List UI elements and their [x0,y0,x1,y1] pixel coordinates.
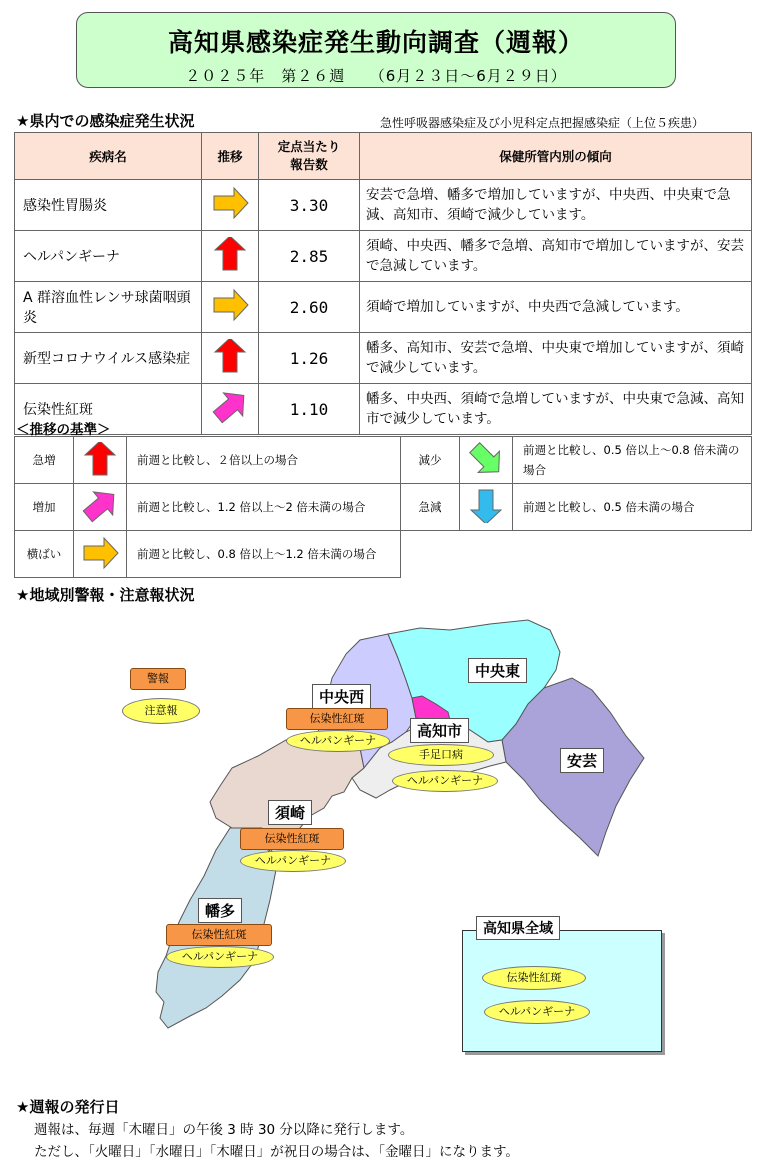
disease-row [15,384,752,435]
hata-warning: 伝染性紅斑 [166,924,272,946]
region-label-kochi-city: 高知市 [410,718,469,743]
kochi-city-caution: ヘルパンギーナ [392,770,498,792]
report-title-box [76,12,676,88]
susaki-caution: ヘルパンギーナ [240,850,346,872]
report-value: 3.30 [259,180,360,231]
disease-name: 新型コロナウイルス感染症 [15,333,202,384]
footer-line2: ただし、「火曜日」「水曜日」「木曜日」が祝日の場合は、「金曜日」になります。 [34,1144,519,1160]
chuo-nishi-caution: ヘルパンギーナ [286,730,390,752]
legend-warning: 警報 [130,668,186,690]
criteria-table [14,436,752,578]
report-value: 2.85 [259,231,360,282]
region-label-whole: 高知県全域 [476,916,560,940]
hata-caution: ヘルパンギーナ [166,946,274,968]
disease-row [15,282,752,333]
header-trend: 推移 [202,133,259,180]
susaki-warning: 伝染性紅斑 [240,828,344,850]
criteria-row [15,437,752,484]
region-label-hata: 幡多 [198,898,242,923]
whole-prefecture-box [462,930,662,1052]
trend-arrow-icon [202,231,259,282]
criteria-desc: 前週と比較し、0.5 倍未満の場合 [513,484,752,531]
footer-title: ★週報の発行日 [16,1098,120,1116]
criteria-label: 増加 [15,484,74,531]
criteria-desc: 前週と比較し、1.2 倍以上～2 倍未満の場合 [127,484,401,531]
header-disease-name: 疾病名 [15,133,202,180]
disease-table [14,132,752,435]
disease-row [15,333,752,384]
criteria-label: 急減 [401,484,460,531]
whole-caution: 伝染性紅斑 [482,966,586,990]
criteria-arrow-icon [74,484,127,531]
criteria-arrow-icon [460,484,513,531]
chuo-nishi-warning: 伝染性紅斑 [286,708,388,730]
map-title: ★地域別警報・注意報状況 [16,586,195,604]
criteria-title: ＜推移の基準＞ [16,422,111,438]
report-period: ２０２５年 第２６週 （6月２３日～6月２９日） [185,67,567,85]
header-value: 定点当たり 報告数 [259,133,360,180]
trend-arrow-icon [202,333,259,384]
section-infection-status-note: 急性呼吸器感染症及び小児科定点把握感染症（上位５疾患） [380,116,705,130]
report-value: 1.26 [259,333,360,384]
trend-arrow-icon [202,282,259,333]
whole-caution: ヘルパンギーナ [484,1000,590,1024]
disease-table-header [15,133,752,180]
region-label-aki: 安芸 [560,748,604,773]
legend-caution: 注意報 [122,698,200,724]
criteria-label: 急増 [15,437,74,484]
section-infection-status-title: ★県内での感染症発生状況 [16,112,195,130]
trend-arrow-icon [202,180,259,231]
region-tendency: 幡多、中央西、須崎で急増していますが、中央東で急減、高知市で減少しています。 [360,384,752,435]
criteria-empty [401,531,752,578]
criteria-desc: 前週と比較し、0.8 倍以上～1.2 倍未満の場合 [127,531,401,578]
disease-name: ヘルパンギーナ [15,231,202,282]
criteria-label: 横ばい [15,531,74,578]
region-tendency: 安芸で急増、幡多で増加していますが、中央西、中央東で急減、高知市、須崎で減少しています。 [360,180,752,231]
disease-row [15,231,752,282]
disease-row [15,180,752,231]
criteria-label: 減少 [401,437,460,484]
criteria-desc: 前週と比較し、２倍以上の場合 [127,437,401,484]
region-label-chuo-higashi: 中央東 [468,658,527,683]
kochi-city-caution: 手足口病 [388,744,494,766]
report-value: 1.10 [259,384,360,435]
criteria-arrow-icon [74,437,127,484]
report-value: 2.60 [259,282,360,333]
criteria-arrow-icon [74,531,127,578]
disease-name: 伝染性紅斑 [15,384,202,435]
criteria-desc: 前週と比較し、0.5 倍以上～0.8 倍未満の場合 [513,437,752,484]
footer-line1: 週報は、毎週「木曜日」の午後 3 時 30 分以降に発行します。 [34,1122,414,1138]
header-tendency: 保健所管内別の傾向 [360,133,752,180]
region-tendency: 幡多、高知市、安芸で急増、中央東で増加していますが、須崎で減少しています。 [360,333,752,384]
region-tendency: 須崎、中央西、幡多で急増、高知市で増加していますが、安芸で急減しています。 [360,231,752,282]
disease-name: A 群溶血性レンサ球菌咽頭炎 [15,282,202,333]
report-title: 高知県感染症発生動向調査（週報） [167,28,584,57]
criteria-arrow-icon [460,437,513,484]
region-label-susaki: 須崎 [268,800,312,825]
region-label-chuo-nishi: 中央西 [312,684,371,709]
criteria-row [15,484,752,531]
criteria-row [15,531,752,578]
disease-name: 感染性胃腸炎 [15,180,202,231]
trend-arrow-icon [202,384,259,435]
region-tendency: 須崎で増加していますが、中央西で急減しています。 [360,282,752,333]
